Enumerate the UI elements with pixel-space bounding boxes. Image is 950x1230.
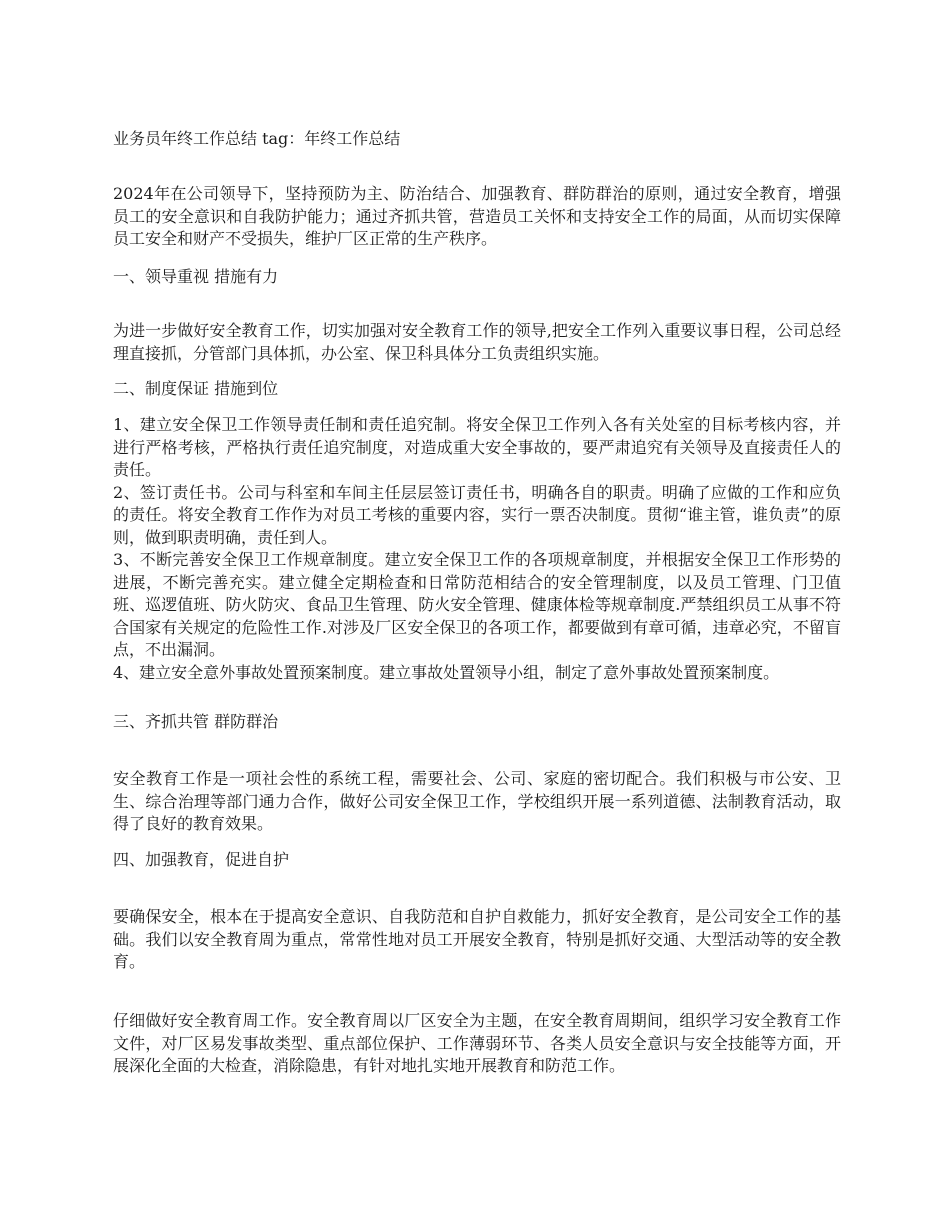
section-1-body: 为进一步做好安全教育工作，切实加强对安全教育工作的领导,把安全工作列入重要议事日程，公司总经理直接抓，分管部门具体抓，办公室、保卫科具体分工负责组织实施。 (113, 321, 841, 363)
section-4-body: 要确保安全，根本在于提高安全意识、自我防范和自护自救能力，抓好安全教育，是公司安全工作的基础。我们以安全教育周为重点，常常性地对员工开展安全教育，特别是抓好交通、大型活动等的安全教育。 (113, 907, 841, 971)
document-title: 业务员年终工作总结 tag：年终工作总结 (113, 129, 401, 148)
intro-paragraph: 2024年在公司领导下，坚持预防为主、防治结合、加强教育、群防群治的原则，通过安全教育，增强员工的安全意识和自我防护能力；通过齐抓共管，营造员工关怀和支持安全工作的局面，从而切实保障员工安全和财产不受损失，维护厂区正常的生产秩序。 (113, 184, 841, 248)
list-item: 1、建立安全保卫工作领导责任制和责任追究制。将安全保卫工作列入各有关处室的目标考核内容，并进行严格考核，严格执行责任追究制度，对造成重大安全事故的，要严肃追究有关领导及直接责任人的责任。 (113, 415, 841, 479)
section-1-heading: 一、领导重视 措施有力 (113, 267, 279, 286)
section-4-body-2: 仔细做好安全教育周工作。安全教育周以厂区安全为主题，在安全教育周期间，组织学习安全教育工作文件，对厂区易发事故类型、重点部位保护、工作薄弱环节、各类人员安全意识与安全技能等方面，开展深化全面的大检查，消除隐患，有针对地扎实地开展教育和防范工作。 (113, 1011, 841, 1075)
section-3-heading: 三、齐抓共管 群防群治 (113, 712, 279, 731)
section-2-list (113, 414, 841, 684)
section-2-heading: 二、制度保证 措施到位 (113, 379, 279, 398)
section-3-body: 安全教育工作是一项社会性的系统工程，需要社会、公司、家庭的密切配合。我们积极与市公安、卫生、综合治理等部门通力合作，做好公司安全保卫工作，学校组织开展一系列道德、法制教育活动，取得了良好的教育效果。 (113, 769, 841, 833)
list-item: 4、建立安全意外事故处置预案制度。建立事故处置领导小组，制定了意外事故处置预案制度。 (113, 662, 780, 682)
section-4-heading: 四、加强教育，促进自护 (113, 850, 290, 869)
list-item: 2、签订责任书。公司与科室和车间主任层层签订责任书，明确各自的职责。明确了应做的工作和应负的责任。将安全教育工作作为对员工考核的重要内容，实行一票否决制度。贯彻“谁主管，谁负责”的原则，做到职责明确，责任到人。 (113, 482, 841, 547)
list-item: 3、不断完善安全保卫工作规章制度。建立安全保卫工作的各项规章制度，并根据安全保卫工作形势的进展，不断完善充实。建立健全定期检查和日常防范相结合的安全管理制度，以及员工管理、门卫值班、巡逻值班、防火防灾、食品卫生管理、防火安全管理、健康体检等规章制度.严禁组织员工从事不符合国家有关规定的危险性工作.对涉及厂区安全保卫的各项工作，都要做到有章可循，违章必究，不留盲点，不出漏洞。 (113, 550, 841, 659)
